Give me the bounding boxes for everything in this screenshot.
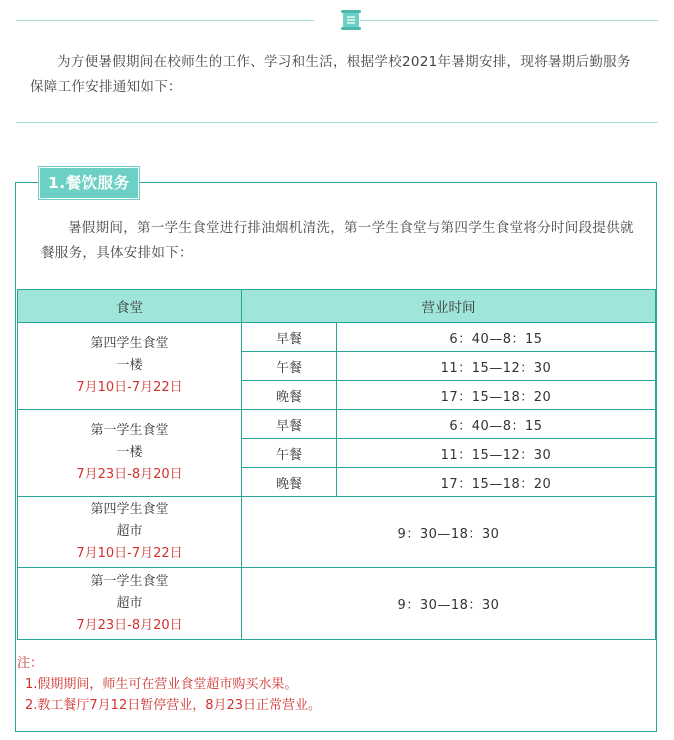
market-label: 超市 <box>116 524 143 539</box>
hall-name: 第一学生食堂 <box>90 573 169 589</box>
section-divider <box>16 122 658 123</box>
market-time: 9：30—18：30 <box>242 568 656 640</box>
divider-line-right <box>360 20 658 21</box>
meal-label: 早餐 <box>242 323 337 352</box>
meal-label: 晚餐 <box>242 381 337 410</box>
header-hours: 营业时间 <box>242 290 656 323</box>
market-date: 7月10日-7月22日 <box>76 546 183 561</box>
meal-time: 6：40—8：15 <box>337 410 656 439</box>
hall-floor: 一楼 <box>116 445 143 460</box>
table-row <box>18 568 656 640</box>
market-label: 超市 <box>116 595 143 611</box>
market-cell <box>18 568 242 640</box>
note-item: 1.假期期间，师生可在营业食堂超市购买水果。 <box>25 677 298 692</box>
notes-block <box>17 653 321 716</box>
market-time: 9：30—18：30 <box>242 497 656 568</box>
table-header-row <box>18 290 656 323</box>
hall-name: 第四学生食堂 <box>90 336 169 351</box>
section-title: 1.餐饮服务 <box>39 167 139 199</box>
market-date: 7月23日-8月20日 <box>76 617 183 633</box>
hall-cell <box>18 323 242 410</box>
dining-schedule-table <box>17 289 656 640</box>
meal-label: 早餐 <box>242 410 337 439</box>
hall-name: 第四学生食堂 <box>90 502 169 517</box>
top-divider <box>16 20 658 21</box>
meal-time: 17：15—18：20 <box>337 468 656 497</box>
meal-label: 晚餐 <box>242 468 337 497</box>
divider-line-left <box>16 20 314 21</box>
meal-time: 6：40—8：15 <box>337 323 656 352</box>
table-row <box>18 497 656 568</box>
section-description: 暑假期间，第一学生食堂进行排油烟机清洗，第一学生食堂与第四学生食堂将分时间段提供就餐服务，具体安排如下： <box>41 220 634 261</box>
scroll-menu-icon <box>340 9 362 31</box>
note-item: 2.教工餐厅7月12日暂停营业，8月23日正常营业。 <box>25 698 322 713</box>
meal-label: 午餐 <box>242 352 337 381</box>
hall-floor: 一楼 <box>116 358 143 373</box>
table-row <box>18 410 656 439</box>
notes-label: 注： <box>17 656 44 671</box>
meal-label: 午餐 <box>242 439 337 468</box>
meal-time: 17：15—18：20 <box>337 381 656 410</box>
hall-name: 第一学生食堂 <box>90 423 169 438</box>
dining-service-section <box>15 174 657 732</box>
hall-date: 7月10日-7月22日 <box>76 380 183 395</box>
header-hall: 食堂 <box>18 290 242 323</box>
hall-cell <box>18 410 242 497</box>
intro-paragraph: 为方便暑假期间在校师生的工作、学习和生活，根据学校2021年暑期安排，现将暑期后勤服务保障工作安排通知如下： <box>30 54 631 95</box>
hall-date: 7月23日-8月20日 <box>76 467 183 482</box>
meal-time: 11：15—12：30 <box>337 352 656 381</box>
meal-time: 11：15—12：30 <box>337 439 656 468</box>
market-cell <box>18 497 242 568</box>
table-row <box>18 323 656 352</box>
